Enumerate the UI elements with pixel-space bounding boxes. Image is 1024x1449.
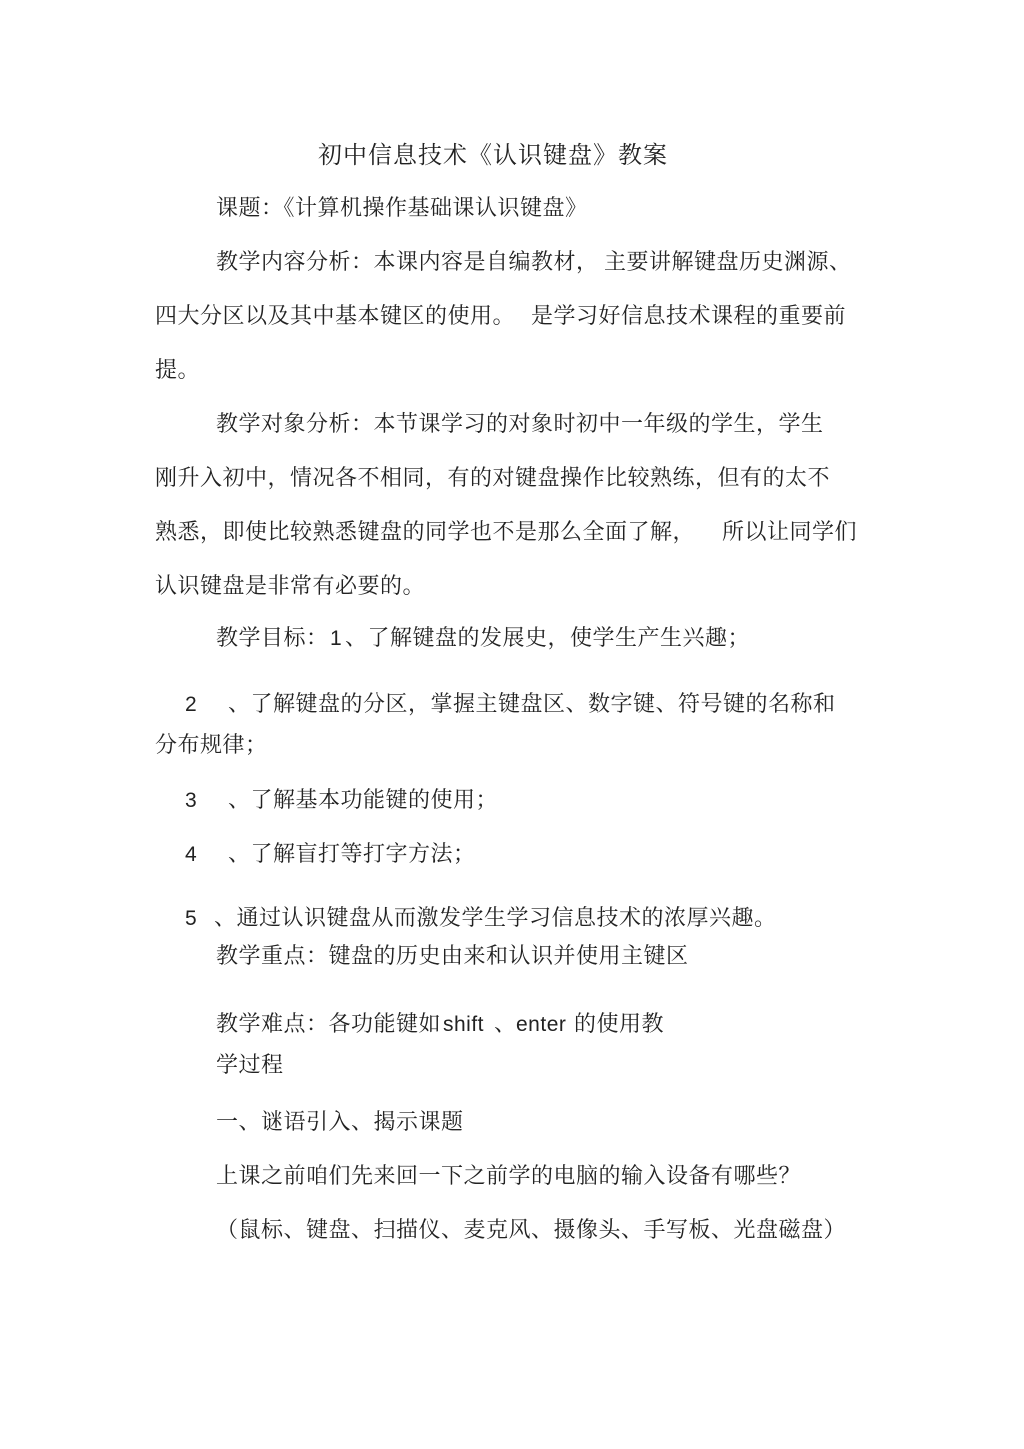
difficulty-tail: 的使用教 xyxy=(574,1012,665,1037)
difficulty-shift-key: shift xyxy=(443,1013,485,1036)
document-title: 初中信息技术《认识键盘》教案 xyxy=(318,141,668,169)
objective-4-number: 4 xyxy=(185,843,198,866)
key-point-line: 教学重点：键盘的历史由来和认识并使用主键区 xyxy=(216,944,689,969)
objective-2-number: 2 xyxy=(185,693,198,716)
content-analysis-line2a: 四大分区以及其中基本键区的使用。 xyxy=(155,304,516,329)
difficulty-separator: 、 xyxy=(494,1012,517,1037)
content-analysis-line1a: 教学内容分析：本课内容是自编教材， xyxy=(216,250,599,275)
objective-5-text: 、通过认识键盘从而激发学生学习信息技术的浓厚兴趣。 xyxy=(214,906,777,931)
objective-3-number: 3 xyxy=(185,789,198,812)
difficulty-label: 教学难点：各功能键如 xyxy=(216,1012,442,1037)
objectives-label: 教学目标： xyxy=(216,626,329,651)
content-analysis-line3: 提。 xyxy=(155,358,201,383)
objective-1-number: 1 xyxy=(330,627,343,650)
answer-line: （鼠标、键盘、扫描仪、麦克风、摄像头、手写板、光盘磁盘） xyxy=(216,1218,847,1243)
objective-2-text: 、了解键盘的分区，掌握主键盘区、数字键、符号键的名称和 xyxy=(228,692,836,717)
objective-2-continuation: 分布规律； xyxy=(155,733,268,758)
object-analysis-line3a: 熟悉，即使比较熟悉键盘的同学也不是那么全面了解， xyxy=(155,520,696,545)
content-analysis-line2b: 是学习好信息技术课程的重要前 xyxy=(531,304,847,329)
process-line: 学过程 xyxy=(216,1053,284,1078)
object-analysis-line1: 教学对象分析：本节课学习的对象时初中一年级的学生，学生 xyxy=(216,412,824,437)
section-1-heading: 一、谜语引入、揭示课题 xyxy=(216,1110,464,1135)
objective-4-text: 、了解盲打等打字方法； xyxy=(228,842,476,867)
content-analysis-line1b: 主要讲解键盘历史渊源、 xyxy=(604,250,852,275)
object-analysis-line4: 认识键盘是非常有必要的。 xyxy=(155,574,426,599)
objective-5-number: 5 xyxy=(185,907,198,930)
objective-3-text: 、了解基本功能键的使用； xyxy=(228,788,499,813)
question-line: 上课之前咱们先来回一下之前学的电脑的输入设备有哪些？ xyxy=(216,1164,802,1189)
objective-1-text: 、了解键盘的发展史，使学生产生兴趣； xyxy=(345,626,751,651)
topic-line: 课题：《计算机操作基础课认识键盘》 xyxy=(216,196,588,221)
object-analysis-line2: 刚升入初中，情况各不相同，有的对键盘操作比较熟练，但有的太不 xyxy=(155,466,831,491)
difficulty-enter-key: enter xyxy=(516,1013,567,1036)
object-analysis-line3b: 所以让同学们 xyxy=(722,520,858,545)
